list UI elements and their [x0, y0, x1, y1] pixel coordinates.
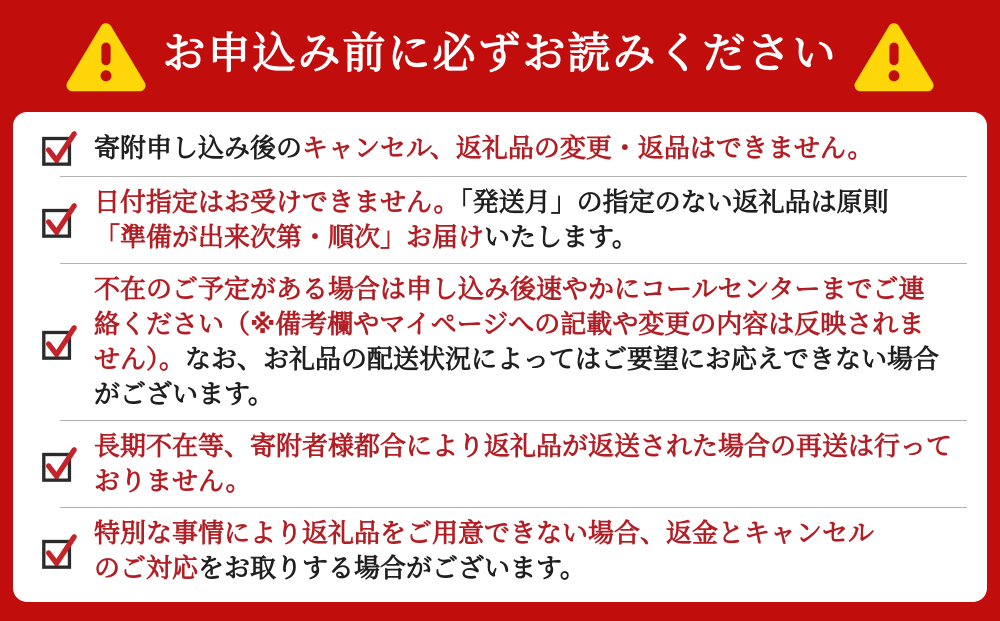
text-segment: なお、お礼品の配送状況によってはご要望にお応えできない場合がございます。	[94, 344, 940, 409]
notice-panel	[13, 112, 987, 602]
notice-text	[94, 185, 906, 255]
checked-checkbox-icon	[40, 200, 78, 240]
warning-triangle-icon	[64, 19, 148, 93]
notice-text	[94, 272, 940, 412]
text-segment: 「準備が出来次第・順次」お届け	[94, 222, 485, 252]
list-item	[40, 122, 967, 174]
text-segment: 不在のご予定がある場合は申し込み後速やかにコールセンターまでご連絡ください（※備考欄やマイページへの記載や変更の内容は反映されません）。	[94, 274, 925, 374]
text-segment: 「発送月」の指定のない返礼品は原則	[459, 187, 889, 217]
text-segment: いたします。	[484, 222, 638, 252]
page-title: お申込み前に必ずお読みください	[162, 29, 838, 78]
list-item	[40, 266, 967, 418]
notice-text	[94, 131, 874, 166]
text-segment: キャンセル、返礼品の変更・返品はできません。	[302, 132, 874, 163]
divider	[60, 420, 967, 421]
divider	[60, 176, 967, 177]
list-item	[40, 179, 967, 261]
checked-checkbox-icon	[40, 322, 78, 362]
divider	[60, 507, 967, 508]
text-segment: 日付指定はお受けできません。	[94, 187, 460, 217]
text-segment: 寄附申し込み後の	[94, 132, 303, 163]
list-item	[40, 423, 967, 505]
warning-triangle-icon	[852, 19, 936, 93]
header-banner	[0, 0, 1000, 112]
text-segment: 特別な事情により返礼品をご用意できない場合、返金とキャンセルのご対応	[94, 518, 875, 583]
list-item	[40, 510, 967, 592]
checked-checkbox-icon	[40, 531, 78, 571]
divider	[60, 263, 967, 264]
text-segment: をお取りする場合がございます。	[198, 553, 586, 583]
notice-text	[94, 516, 896, 586]
text-segment: 長期不在等、寄附者様都合により返礼品が返送された場合の再送は行っておりません。	[94, 431, 953, 496]
notice-text	[94, 429, 956, 499]
checked-checkbox-icon	[40, 444, 78, 484]
checked-checkbox-icon	[40, 128, 78, 168]
